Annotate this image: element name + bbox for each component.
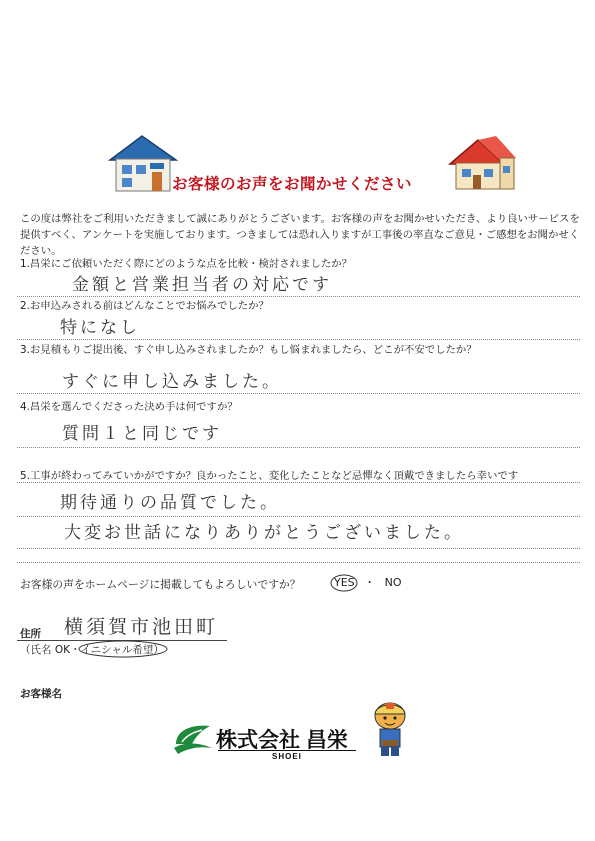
answer-line bbox=[17, 516, 580, 517]
answer-2: 特になし bbox=[60, 318, 140, 338]
shoei-leaf-logo-icon bbox=[172, 722, 214, 758]
logo-rule bbox=[218, 750, 356, 751]
answer-5-line-1: 期待通りの品質でした。 bbox=[60, 493, 280, 513]
selection-circle-icon bbox=[329, 573, 359, 593]
initials-option[interactable]: イニシャル希望 bbox=[81, 642, 154, 657]
worker-mascot-illustration bbox=[370, 700, 410, 758]
publish-question: お客様の声をホームページに掲載してもよろしいですか？ bbox=[20, 578, 301, 591]
answer-1: 金額と営業担当者の対応です bbox=[72, 275, 332, 295]
name-option: （氏名 OK・イニシャル希望 ） bbox=[20, 642, 164, 657]
answer-line bbox=[17, 393, 580, 394]
answer-line bbox=[17, 339, 580, 340]
answer-4: 質問１と同じです bbox=[62, 424, 222, 444]
answer-line bbox=[17, 447, 580, 448]
option-separator: ・ bbox=[364, 576, 376, 589]
publish-options bbox=[334, 574, 402, 590]
question-5: 5.工事が終わってみていかがですか？良かったこと、変化したことなど忌憚なく頂戴できましたら幸いです bbox=[20, 470, 519, 482]
address-value: 横須賀市池田町 bbox=[64, 616, 219, 638]
address-label: 住所 bbox=[20, 628, 41, 640]
publish-yes-option[interactable]: YES bbox=[334, 576, 355, 589]
intro-text: この度は弊社をご利用いただきまして誠にありがとうございます。お客様の声をお聞かせいただき、より良いサービスを提供すべく、アンケートを実施しております。つきましては恐れ入りますが工事後の率直なご意見・ご感想をお聞かせください。 bbox=[20, 213, 580, 257]
question-1: 1.昌栄にご依頼いただく際にどのような点を比較・検討されましたか？ bbox=[20, 258, 353, 270]
answer-line bbox=[17, 482, 580, 483]
company-name: 株式会社 昌栄 bbox=[216, 729, 348, 752]
answer-line bbox=[17, 562, 580, 563]
selection-circle-icon bbox=[77, 639, 169, 659]
page-title: お客様のお声をお聞かせください bbox=[172, 175, 413, 193]
company-sub-name: SHOEI bbox=[272, 752, 302, 761]
question-4: 4.昌栄を選んでくださった決め手は何ですか？ bbox=[20, 401, 238, 413]
question-3: 3.お見積もりご提出後、すぐ申し込みされましたか？もし悩まれましたら、どこが不安でしたか？ bbox=[20, 344, 477, 356]
blue-house-illustration bbox=[106, 132, 180, 194]
publish-no-option[interactable]: NO bbox=[384, 576, 402, 589]
answer-line bbox=[17, 548, 580, 549]
customer-name-label: お客様名 bbox=[20, 688, 62, 700]
answer-3: すぐに申し込みました。 bbox=[62, 372, 282, 392]
red-house-illustration bbox=[448, 134, 518, 192]
answer-5-line-2: 大変お世話になりありがとうございました。 bbox=[64, 523, 464, 543]
question-2: 2.お申込みされる前はどんなことでお悩みでしたか？ bbox=[20, 300, 269, 312]
